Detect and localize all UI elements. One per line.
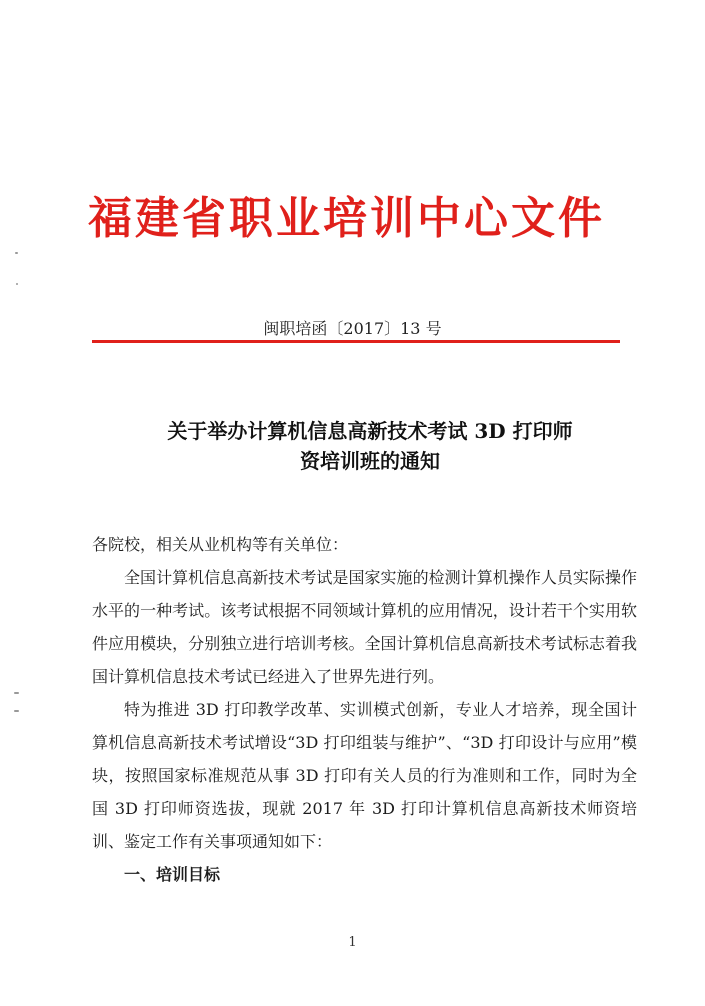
paragraph-1: 全国计算机信息高新技术考试是国家实施的检测计算机操作人员实际操作水平的一种考试。该考试根据不同领域计算机的应用情况，设计若干个实用软件应用模块，分别独立进行培训考核。全国计算机信息高新技术考试标志着我国计算机信息技术考试已经进入了世界先进行列。 <box>92 568 637 686</box>
document-number: 闽职培函〔2017〕13 号 <box>263 319 442 338</box>
paragraph-2: 特为推进 3D 打印教学改革、实训模式创新，专业人才培养，现全国计算机信息高新技术考试增设“3D 打印组装与维护”、“3D 打印设计与应用”模块，按照国家标准规范从事 3D 打印有关人员的行为准则和工作，同时为全国 3D 打印师资选拔，现就 2017 年 3D 打印计算机信息高新技术师资培训、鉴定工作有关事项通知如下： <box>92 700 637 851</box>
scan-speck <box>14 692 19 694</box>
red-divider-line <box>92 340 620 343</box>
salutation: 各院校，相关从业机构等有关单位： <box>92 535 349 554</box>
notice-title <box>70 416 670 476</box>
notice-title-line-1: 关于举办计算机信息高新技术考试 3D 打印师 <box>167 419 573 443</box>
scan-speck <box>15 252 18 254</box>
section-heading: 一、培训目标 <box>124 865 221 884</box>
letterhead-title: 福建省职业培训中心文件 <box>88 193 605 244</box>
scan-speck <box>14 710 19 712</box>
notice-body <box>92 528 637 891</box>
scan-speck <box>16 283 18 285</box>
page-number: 1 <box>348 935 357 950</box>
notice-title-line-2: 资培训班的通知 <box>300 449 440 473</box>
